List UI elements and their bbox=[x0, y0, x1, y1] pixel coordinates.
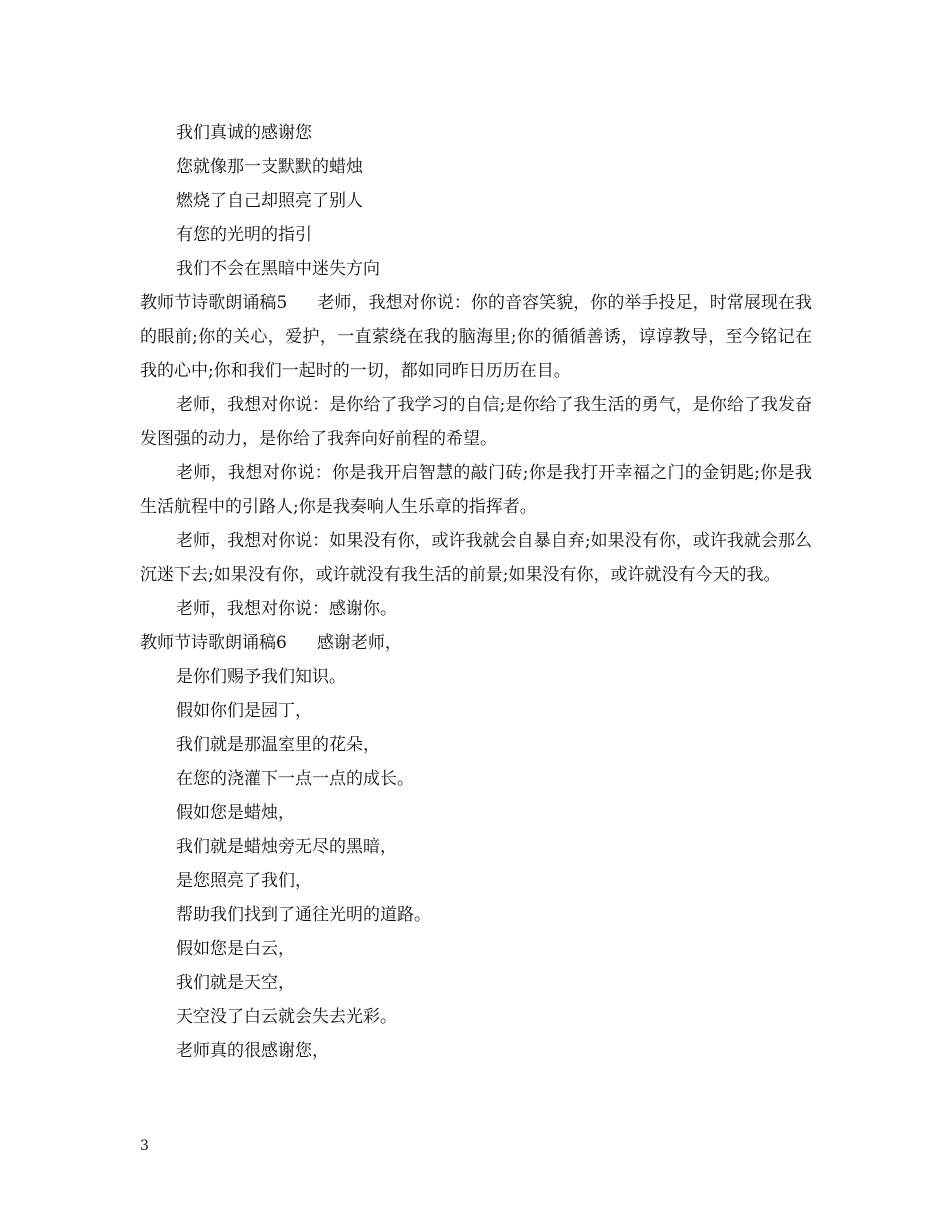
section-6-title: 教师节诗歌朗诵稿6 bbox=[140, 633, 287, 653]
section-6-first-line: 感谢老师， bbox=[316, 633, 402, 653]
poem-line: 假如你们是园丁， bbox=[176, 701, 312, 721]
poem-line: 我们就是天空， bbox=[176, 973, 295, 993]
section-5-first-paragraph: 老师，我想对你说：你的音容笑貌，你的举手投足，时常展现在我的眼前;你的关心，爱护，一直萦绕在我的脑海里;你的循循善诱，谆谆教导，至今铭记在我的心中;你和我们一起时的一切，都如同昨日历历在目。 bbox=[140, 293, 812, 381]
poem-line: 老师真的很感谢您， bbox=[176, 1041, 329, 1061]
document-body bbox=[140, 116, 812, 1068]
poem-line: 帮助我们找到了通往光明的道路。 bbox=[176, 905, 431, 925]
poem-line: 我们不会在黑暗中迷失方向 bbox=[176, 259, 380, 279]
poem-line: 燃烧了自己却照亮了别人 bbox=[176, 191, 363, 211]
poem-line: 在您的浇灌下一点一点的成长。 bbox=[176, 769, 414, 789]
section-5-title: 教师节诗歌朗诵稿5 bbox=[140, 293, 288, 313]
poem-line: 假如您是白云， bbox=[176, 939, 295, 959]
poem-line: 是您照亮了我们， bbox=[176, 871, 312, 891]
poem-line: 天空没了白云就会失去光彩。 bbox=[176, 1007, 397, 1027]
page-number: 3 bbox=[140, 1138, 149, 1154]
section-5-opening bbox=[140, 286, 812, 388]
poem-line: 我们就是蜡烛旁无尽的黑暗， bbox=[176, 837, 397, 857]
section-5-paragraph: 老师，我想对你说：如果没有你，或许我就会自暴自弃;如果没有你，或许我就会那么沉迷下去;如果没有你，或许就没有我生活的前景;如果没有你，或许就没有今天的我。 bbox=[140, 531, 812, 585]
poem-line: 有您的光明的指引 bbox=[176, 225, 312, 245]
poem-line: 我们真诚的感谢您 bbox=[176, 123, 312, 143]
section-6-opening bbox=[140, 626, 812, 660]
section-5-paragraph: 老师，我想对你说：是你给了我学习的自信;是你给了我生活的勇气，是你给了我发奋发图强的动力，是你给了我奔向好前程的希望。 bbox=[140, 395, 812, 449]
poem-line: 我们就是那温室里的花朵， bbox=[176, 735, 380, 755]
poem-line: 是你们赐予我们知识。 bbox=[176, 667, 346, 687]
poem-line: 您就像那一支默默的蜡烛 bbox=[176, 157, 363, 177]
poem-line: 假如您是蜡烛， bbox=[176, 803, 295, 823]
section-5-paragraph: 老师，我想对你说：你是我开启智慧的敲门砖;你是我打开幸福之门的金钥匙;你是我生活航程中的引路人;你是我奏响人生乐章的指挥者。 bbox=[140, 463, 812, 517]
section-5-paragraph: 老师，我想对你说：感谢你。 bbox=[176, 599, 397, 619]
